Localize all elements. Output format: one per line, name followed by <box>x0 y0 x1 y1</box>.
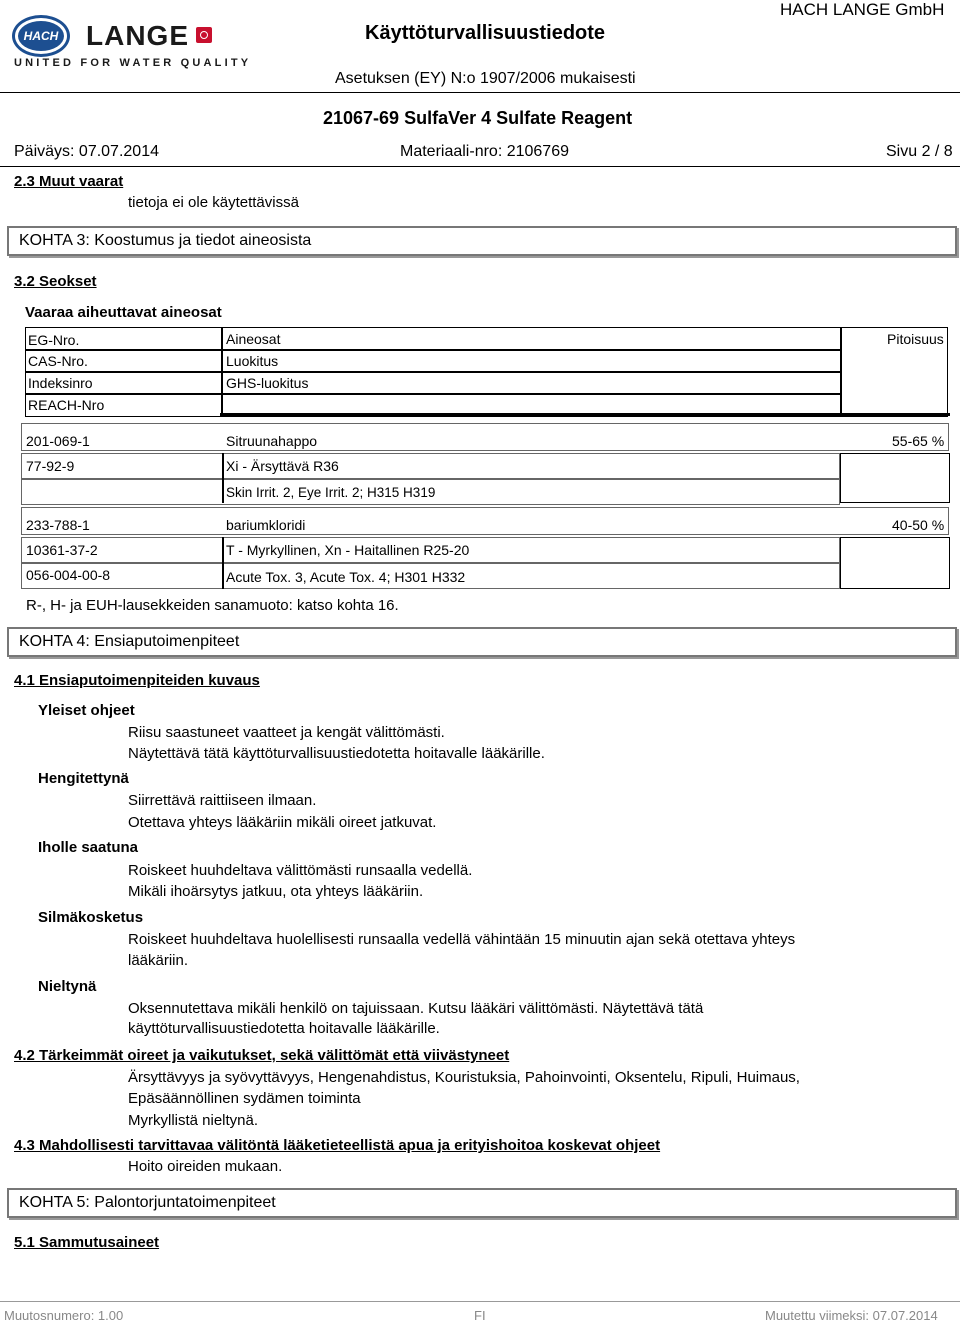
regulation-text: Asetuksen (EY) N:o 1907/2006 mukaisesti <box>335 70 636 87</box>
section-4-3-title: 4.3 Mahdollisesti tarvittavaa välitöntä lääketieteellistä apua ja erityishoitoa koskevat ohjeet <box>14 1137 661 1154</box>
col-ghs: GHS-luokitus <box>226 375 309 391</box>
table-cell <box>840 453 950 503</box>
row1-class: Xi - Ärsyttävä R36 <box>226 458 339 474</box>
eye-line-1: Roiskeet huuhdeltava huolellisesti runsaalla vedellä vähintään 15 minuutin ajan sekä otettava yhteys <box>128 931 796 948</box>
section-3-2-title: 3.2 Seokset <box>14 273 97 290</box>
section-4-title: KOHTA 4: Ensiaputoimenpiteet <box>19 633 240 650</box>
col-conc: Pitoisuus <box>887 331 944 347</box>
revision-number: Muutosnumero: 1.00 <box>4 1308 124 1323</box>
symptoms-line-3: Myrkyllistä nieltynä. <box>128 1112 259 1129</box>
row2-cas: 10361-37-2 <box>26 542 98 558</box>
eye-line-2: lääkäriin. <box>128 952 189 969</box>
col-eg: EG-Nro. <box>28 332 80 348</box>
section-3-header <box>7 226 957 256</box>
table-cell <box>222 327 842 351</box>
header-rule <box>220 413 950 416</box>
row1-ghs: Skin Irrit. 2, Eye Irrit. 2; H315 H319 <box>226 485 436 500</box>
symptoms-line-1: Ärsyttävyys ja syövyttävyys, Hengenahdistus, Kouristuksia, Pahoinvointi, Oksentelu, Ripuli, Huimaus, <box>128 1069 800 1086</box>
lange-logo-text: LANGE <box>86 20 189 51</box>
inhalation-heading: Hengitettynä <box>38 770 129 787</box>
section-5-title: KOHTA 5: Palontorjuntatoimenpiteet <box>19 1194 276 1211</box>
product-name: 21067-69 SulfaVer 4 Sulfate Reagent <box>323 108 633 128</box>
lange-mark-icon <box>196 27 212 43</box>
inhalation-line-2: Otettava yhteys lääkäriin mikäli oireet jatkuvat. <box>128 814 437 831</box>
eye-heading: Silmäkosketus <box>38 909 144 926</box>
page-number: Sivu 2 / 8 <box>886 143 953 160</box>
table-cell <box>222 371 842 395</box>
row2-conc: 40-50 % <box>892 517 945 533</box>
col-cas: CAS-Nro. <box>28 353 88 369</box>
table-cell <box>222 349 842 373</box>
ingestion-line-2: käyttöturvallisuustiedotetta hoitavalle lääkärille. <box>128 1020 440 1037</box>
general-line-1: Riisu saastuneet vaatteet ja kengät välittömästi. <box>128 724 445 741</box>
row2-name: bariumkloridi <box>226 517 306 533</box>
section-4-2-title: 4.2 Tärkeimmät oireet ja vaikutukset, sekä välittömät että viivästyneet <box>14 1047 510 1064</box>
row1-cas: 77-92-9 <box>26 458 75 474</box>
table-cell <box>222 453 224 503</box>
inhalation-line-1: Siirrettävä raittiiseen ilmaan. <box>128 792 317 809</box>
section-5-1-title: 5.1 Sammutusaineet <box>14 1234 160 1251</box>
skin-heading: Iholle saatuna <box>38 839 139 856</box>
material-number: Materiaali-nro: 2106769 <box>400 143 569 160</box>
document-title: Käyttöturvallisuustiedote <box>365 22 606 44</box>
footer-divider <box>0 1301 960 1302</box>
section-4-header <box>7 627 957 657</box>
skin-line-1: Roiskeet huuhdeltava välittömästi runsaalla vedellä. <box>128 862 473 879</box>
ingestion-heading: Nieltynä <box>38 978 97 995</box>
symptoms-line-2: Epäsäännöllinen sydämen toiminta <box>128 1090 361 1107</box>
table-cell <box>21 507 949 535</box>
skin-line-2: Mikäli ihoärsytys jatkuu, ota yhteys lääkäriin. <box>128 883 424 900</box>
table-cell <box>21 453 840 479</box>
col-substance: Aineosat <box>226 331 281 347</box>
section-5-header <box>7 1188 957 1218</box>
company-name: HACH LANGE GmbH <box>780 0 945 19</box>
col-reach: REACH-Nro <box>28 397 105 413</box>
logo-tagline: UNITED FOR WATER QUALITY <box>14 57 252 69</box>
col-index: Indeksinro <box>28 375 93 391</box>
row2-index: 056-004-00-8 <box>26 567 111 583</box>
header-divider <box>0 92 960 93</box>
general-heading: Yleiset ohjeet <box>38 702 135 719</box>
row2-eg: 233-788-1 <box>26 517 90 533</box>
section-3-title: KOHTA 3: Koostumus ja tiedot aineosista <box>19 232 312 249</box>
table-cell <box>222 537 224 589</box>
col-class: Luokitus <box>226 353 279 369</box>
row2-class: T - Myrkyllinen, Xn - Haitallinen R25-20 <box>226 542 470 558</box>
row1-eg: 201-069-1 <box>26 433 90 449</box>
header-bottom-divider <box>0 166 960 167</box>
r-h-phrases-note: R-, H- ja EUH-lausekkeiden sanamuoto: katso kohta 16. <box>26 597 399 614</box>
section-2-3-title: 2.3 Muut vaarat <box>14 173 124 190</box>
table-cell <box>840 537 950 589</box>
language-code: FI <box>474 1308 486 1323</box>
row1-name: Sitruunahappo <box>226 433 318 449</box>
section-2-3-text: tietoja ei ole käytettävissä <box>128 194 299 211</box>
section-4-1-title: 4.1 Ensiaputoimenpiteiden kuvaus <box>14 672 260 689</box>
date-label: Päiväys: 07.07.2014 <box>14 143 159 160</box>
ingestion-line-1: Oksennutettava mikäli henkilö on tajuissaan. Kutsu lääkäri välittömästi. Näytettävä tätä <box>128 1000 704 1017</box>
last-modified: Muutettu viimeksi: 07.07.2014 <box>765 1308 938 1323</box>
row1-conc: 55-65 % <box>892 433 945 449</box>
table-cell <box>21 423 949 451</box>
table-title: Vaaraa aiheuttavat aineosat <box>25 304 222 321</box>
hach-logo <box>12 15 70 57</box>
row2-ghs: Acute Tox. 3, Acute Tox. 4; H301 H332 <box>226 569 466 585</box>
hach-logo-text: HACH <box>18 21 64 51</box>
care-text: Hoito oireiden mukaan. <box>128 1158 283 1175</box>
general-line-2: Näytettävä tätä käyttöturvallisuustiedotetta hoitavalle lääkärille. <box>128 745 545 762</box>
